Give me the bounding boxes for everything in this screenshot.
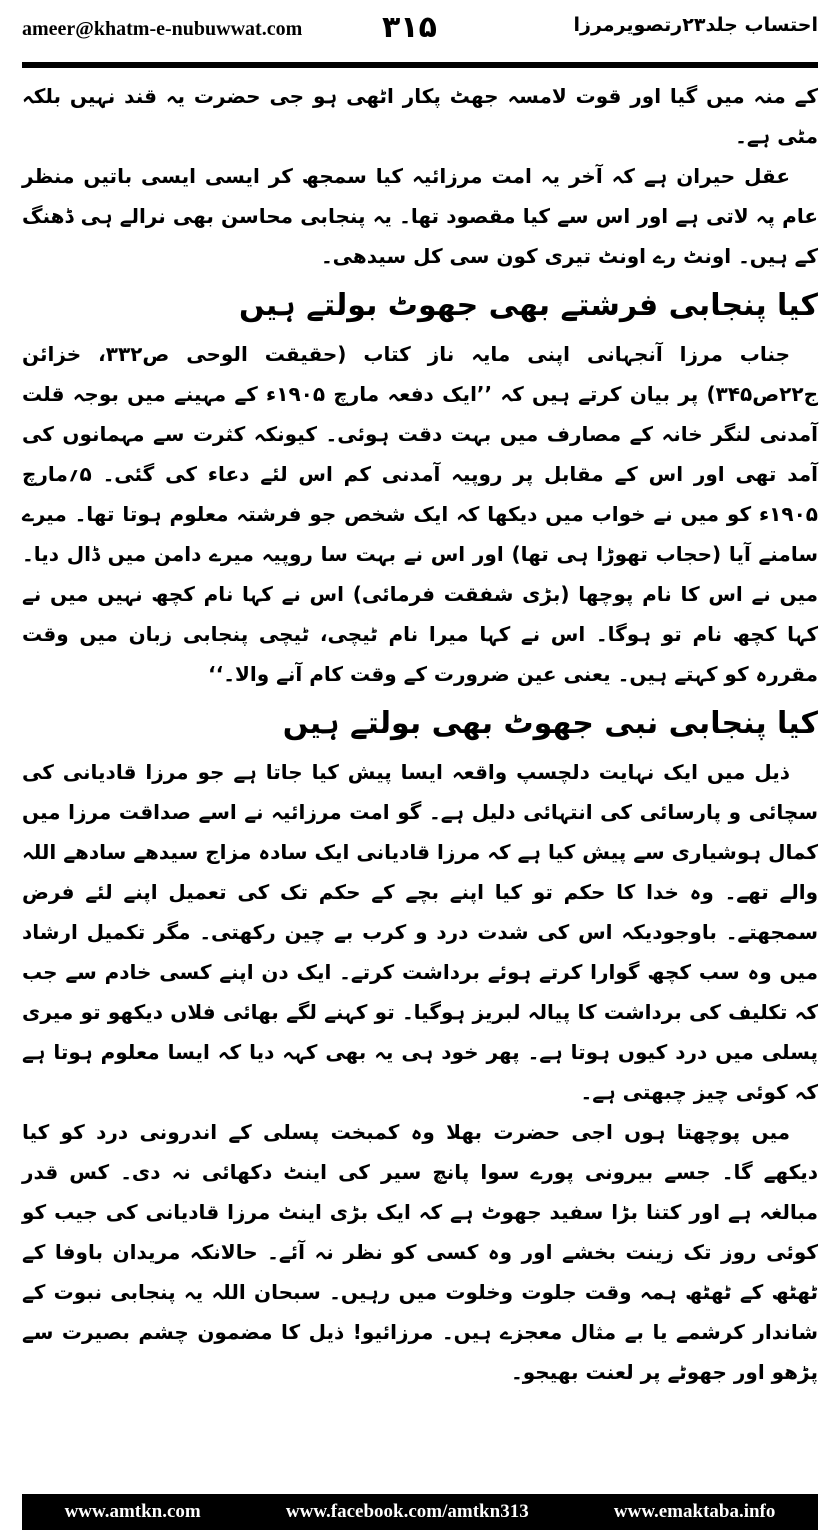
- header-book-title: احتساب جلد۲۳رتصویرمرزا: [573, 14, 818, 36]
- paragraph-2: عقل حیران ہے کہ آخر یہ امت مرزائیہ کیا سمجھ کر ایسی ایسی باتیں منظر عام پہ لاتی ہے اور اس سے کیا مقصود تھا۔ یہ پنجابی محاسن بھی نرالے ہی ڈھنگ کے ہیں۔ اونٹ رے اونٹ تیری کون سی کل سیدھی۔: [22, 164, 818, 268]
- paragraph-1: کے منہ میں گیا اور قوت لامسہ جھٹ پکار اٹھی ہو جی حضرت یہ قند نہیں بلکہ مٹی ہے۔: [22, 84, 818, 148]
- footer-link-emaktaba[interactable]: www.emaktaba.info: [613, 1501, 776, 1522]
- section-heading-2: کیا پنجابی نبی جھوٹ بھی بولتے ہیں: [282, 706, 818, 741]
- header-email: ameer@khatm-e-nubuwwat.com: [22, 18, 303, 40]
- footer-link-facebook[interactable]: www.facebook.com/amtkn313: [285, 1501, 529, 1522]
- paragraph-5: میں پوچھتا ہوں اجی حضرت بھلا وہ کمبخت پسلی کے اندرونی درد کو کیا دیکھے گا۔ جسے بیرونی پورے سوا پانچ سیر کی اینٹ دکھائی نہ دی۔ کس قدر مبالغہ ہے اور کتنا بڑا سفید جھوٹ ہے کہ ایک بڑی اینٹ مرزا قادیانی کی جیب کو کوئی روز تک زینت بخشے اور وہ کسی کو نظر نہ آئے۔ حالانکہ مریدان باوفا کے ٹھٹھ کے ٹھٹھ ہمہ وقت جلوت وخلوت میں رہیں۔ سبحان اللہ یہ پنجابی نبوت کے شاندار کرشمے یا بے مثال معجزے ہیں۔ مرزائیو! ذیل کا مضمون چشم بصیرت سے پڑھو اور جھوٹے پر لعنت بھیجو۔: [22, 1120, 818, 1384]
- footer-link-amtkn[interactable]: www.amtkn.com: [64, 1501, 201, 1522]
- page-header: [22, 10, 818, 58]
- page-footer: [22, 1494, 818, 1530]
- page-number: ۳۱۵: [382, 10, 437, 45]
- section-heading-1: کیا پنجابی فرشتے بھی جھوٹ بولتے ہیں: [238, 288, 818, 323]
- header-rule: [22, 62, 818, 68]
- paragraph-4: ذیل میں ایک نہایت دلچسپ واقعہ ایسا پیش کیا جاتا ہے جو مرزا قادیانی کی سچائی و پارسائی کی انتہائی دلیل ہے۔ گو امت مرزائیہ نے اسے صداقت مرزا میں کمال ہوشیاری سے پیش کیا ہے کہ مرزا قادیانی ایک سادہ مزاج سیدھے سادھے اللہ والے تھے۔ وہ خدا کا حکم تو کیا اپنے بچے کے حکم تک کی تعمیل اپنے لئے فرض سمجھتے۔ باوجودیکہ اس کی شدت درد و کرب بے چین رکھتی۔ مگر تکمیل ارشاد میں وہ سب کچھ گوارا کرتے ہوئے برداشت کرتے۔ ایک دن اپنے کسی خادم سے جب کہ تکلیف کی برداشت کا پیالہ لبریز ہوگیا۔ تو کہنے لگے بھائی فلاں دیکھو تو میری پسلی میں درد کیوں ہوتا ہے۔ پھر خود ہی یہ بھی کہہ دیا کہ ایسا معلوم ہوتا ہے کہ کوئی چیز چبھتی ہے۔: [22, 760, 818, 1104]
- paragraph-3: جناب مرزا آنجہانی اپنی مایہ ناز کتاب (حقیقت الوحی ص۳۳۲، خزائن ج۲۲ص۳۴۵) پر بیان کرتے ہیں کہ ’’ایک دفعہ مارچ ۱۹۰۵ء کے مہینے میں بوجہ قلت آمدنی لنگر خانہ کے مصارف میں بہت دقت ہوئی۔ کیونکہ کثرت سے مہمانوں کی آمد تھی اور اس کے مقابل پر روپیہ آمدنی کم اس لئے دعاء کی گئی۔ ۵؍مارچ ۱۹۰۵ء کو میں نے خواب میں دیکھا کہ ایک شخص جو فرشتہ معلوم ہوتا تھا۔ میرے سامنے آیا (حجاب تھوڑا ہی تھا) اور اس نے بہت سا روپیہ میرے دامن میں ڈال دیا۔ میں نے اس کا نام پوچھا (بڑی شفقت فرمائی) اس نے کہا نام کچھ نہیں میں نے کہا کچھ نام تو ہوگا۔ اس نے کہا میرا نام ٹیچی، ٹیچی پنجابی زبان میں وقت مقررہ کو کہتے ہیں۔ یعنی عین ضرورت کے وقت کام آنے والا۔‘‘: [22, 342, 818, 686]
- page-body: [22, 76, 818, 1392]
